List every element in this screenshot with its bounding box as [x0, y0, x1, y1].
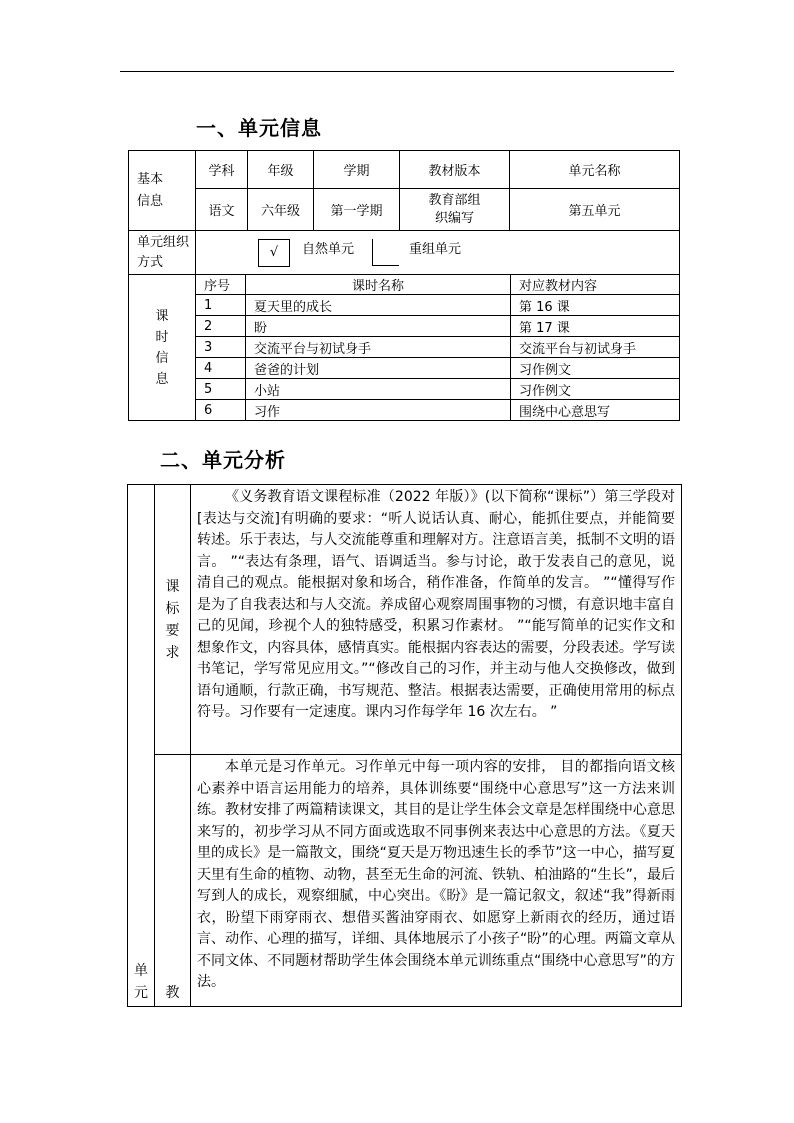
- value-term: 第一学期: [314, 189, 400, 231]
- section-heading-unit-analysis: 二、单元分析: [160, 448, 286, 472]
- section-heading-unit-info: 一、单元信息: [196, 116, 322, 140]
- lesson-content: 第 17 课: [511, 316, 680, 337]
- header-unit-name: 单元名称: [510, 151, 680, 189]
- basic-info-label: 基本信息: [129, 151, 196, 231]
- org-options: [196, 231, 680, 275]
- header-edition: 教材版本: [400, 151, 510, 189]
- value-grade: 六年级: [248, 189, 314, 231]
- standard-text-cell: [191, 485, 682, 755]
- natural-unit-checkbox[interactable]: √: [258, 239, 290, 267]
- lesson-name: 爸爸的计划: [246, 358, 511, 379]
- org-label: 单元组织方式: [129, 231, 196, 275]
- lesson-info-label: 课时信息: [129, 275, 196, 421]
- textbook-text: 本单元是习作单元。习作单元中每一项内容的安排， 目的都指向语文核心素养中语言运用能力的培养，具体训练要“围绕中心意思写”这一方法来训练。教材安排了两篇精读课文，其目的是让学生体会文章是怎样围绕中心意思来写的，初步学习从不同方面或选取不同事例来表达中心意思的方法。《夏天里的成长》是一篇散文，围绕“夏天是万物迅速生长的季节”这一中心，描写夏天里有生命的植物、动物，甚至无生命的河流、铁轨、柏油路的“生长”，最后写到人的成长，观察细腻，中心突出。《盼》是一篇记叙文，叙述“我”得新雨衣，盼望下雨穿雨衣、想借买酱油穿雨衣、如愿穿上新雨衣的经历，通过语言、动作、心理的描写，详细、具体地展示了小孩子“盼”的心理。两篇文章从不同文体、不同题材帮助学生体会围绕本单元训练重点“围绕中心意思写”的方法。: [197, 759, 675, 990]
- header-grade: 年级: [248, 151, 314, 189]
- lesson-content: 第 16 课: [511, 295, 680, 316]
- lesson-no: 6: [196, 400, 246, 421]
- lesson-content: 习作例文: [511, 358, 680, 379]
- lesson-name: 小站: [246, 379, 511, 400]
- analysis-outer-label: 单元: [128, 485, 155, 1007]
- lesson-content: 围绕中心意思写: [511, 400, 680, 421]
- header-no: 序号: [196, 275, 246, 295]
- value-subject: 语文: [196, 189, 248, 231]
- lesson-no: 3: [196, 337, 246, 358]
- lesson-name: 盼: [246, 316, 511, 337]
- header-term: 学期: [314, 151, 400, 189]
- unit-analysis-table: [127, 484, 682, 1007]
- unit-info-table: [128, 150, 680, 275]
- lesson-content: 习作例文: [511, 379, 680, 400]
- textbook-label: 教: [155, 755, 191, 1007]
- lesson-name: 夏天里的成长: [246, 295, 511, 316]
- standard-text: 《义务教育语文课程标准（2022 年版）》(以下简称“课标”）第三学段对[表达与交流]有明确的要求：“听人说话认真、耐心，能抓住要点，并能简要转述。乐于表达，与人交流能尊重和理解对方。注意语言美，抵制不文明的语言。 ”“表达有条理，语气、语调适当。参与讨论，敢于发表自己的意见，说清自己的观点。能根据对象和场合，稍作准备，作简单的发言。 ”“懂得写作是为了自我表达和与人交流。养成留心观察周围事物的习惯，有意识地丰富自己的见闻，珍视个人的独特感受，积累习作素材。 ”“能写简单的记实作文和想象作文，内容具体，感情真实。能根据内容表达的需要，分段表述。学写读书笔记，学写常见应用文。”“修改自己的习作，并主动与他人交换修改，做到语句通顺，行款正确，书写规范、整洁。根据表达需要，正确使用常用的标点符号。习作要有一定速度。课内习作每学年 16 次左右。 ”: [197, 489, 675, 720]
- natural-unit-label: 自然单元: [302, 242, 355, 257]
- lesson-table: [128, 274, 680, 421]
- value-edition: 教育部组织编写: [400, 189, 510, 231]
- lesson-name: 习作: [246, 400, 511, 421]
- value-unit-name: 第五单元: [510, 189, 680, 231]
- lesson-content: 交流平台与初试身手: [511, 337, 680, 358]
- header-lesson-name: 课时名称: [246, 275, 511, 295]
- regroup-unit-label: 重组单元: [409, 242, 462, 257]
- textbook-text-cell: [191, 755, 682, 1007]
- lesson-name: 交流平台与初试身手: [246, 337, 511, 358]
- header-subject: 学科: [196, 151, 248, 189]
- header-rule: [120, 71, 674, 72]
- standard-label: 课标要求: [155, 485, 191, 755]
- lesson-no: 1: [196, 295, 246, 316]
- lesson-no: 4: [196, 358, 246, 379]
- regroup-unit-checkbox[interactable]: [372, 239, 399, 266]
- lesson-no: 2: [196, 316, 246, 337]
- header-content: 对应教材内容: [511, 275, 680, 295]
- lesson-no: 5: [196, 379, 246, 400]
